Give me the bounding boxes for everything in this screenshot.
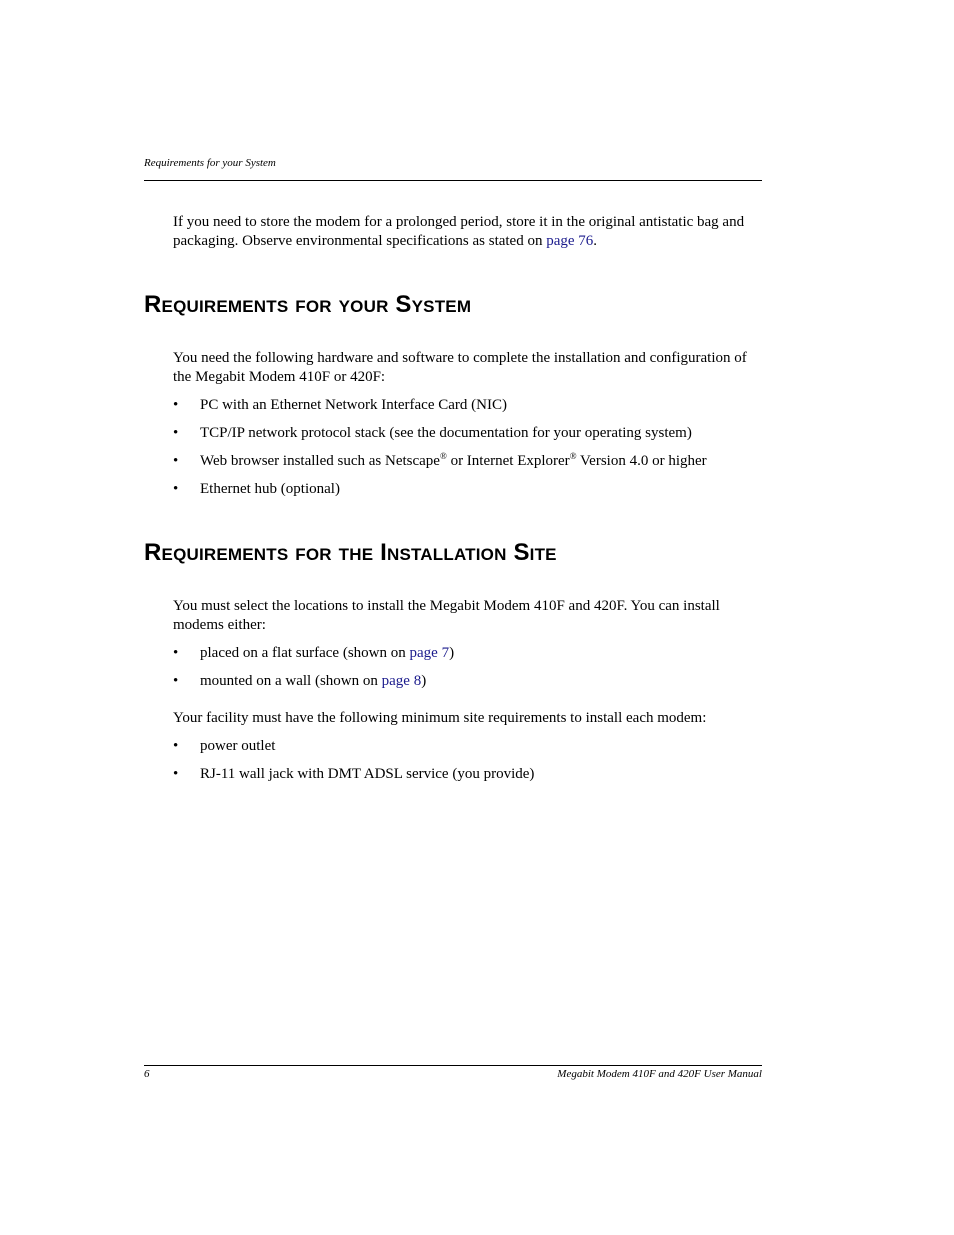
footer-rule — [144, 1065, 762, 1066]
section-heading-site: Requirements for the Installation Site — [144, 539, 557, 566]
bullet-text: Ethernet hub (optional) — [200, 481, 340, 497]
bullet-text: Web browser installed such as Netscape® or Internet Explorer® Version 4.0 or higher — [200, 451, 707, 469]
storage-text: If you need to store the modem for a prolonged period, store it in the original antistatic bag and packaging. Observe environmental specifications as stated on — [173, 214, 745, 249]
header-rule — [144, 180, 762, 181]
system-intro: You need the following hardware and software to complete the installation and configuration of the Megabit Modem 410F or 420F: — [173, 350, 747, 385]
bullet-text: RJ-11 wall jack with DMT ADSL service (you provide) — [200, 766, 535, 782]
page-7-link[interactable]: page 7 — [409, 645, 450, 661]
registered-mark: ® — [439, 451, 447, 461]
section-heading-system: Requirements for your System — [144, 291, 472, 318]
bullet-icon: • — [173, 453, 179, 469]
site-intro: You must select the locations to install the Megabit Modem 410F and 420F. You can install modems either: — [173, 598, 720, 633]
facility-paragraph: Your facility must have the following minimum site requirements to install each modem: — [173, 710, 707, 726]
bullet-icon: • — [173, 645, 179, 661]
running-header: Requirements for your System — [144, 157, 276, 169]
page-76-link[interactable]: page 76 — [546, 233, 594, 249]
bullet-icon: • — [173, 766, 179, 782]
footer-manual-title: Megabit Modem 410F and 420F User Manual — [557, 1068, 762, 1080]
bullet-icon: • — [173, 397, 179, 413]
bullet-icon: • — [173, 673, 179, 689]
storage-paragraph — [173, 213, 763, 251]
registered-mark: ® — [569, 451, 577, 461]
bullet-icon: • — [173, 481, 179, 497]
page-number: 6 — [144, 1068, 150, 1080]
bullet-text: power outlet — [200, 738, 276, 754]
bullet-text: mounted on a wall (shown on page 8) — [200, 673, 427, 689]
storage-text-end: . — [593, 233, 598, 249]
page-8-link[interactable]: page 8 — [381, 673, 422, 689]
bullet-text: TCP/IP network protocol stack (see the documentation for your operating system) — [200, 425, 692, 441]
bullet-icon: • — [173, 425, 179, 441]
bullet-icon: • — [173, 738, 179, 754]
bullet-text: placed on a flat surface (shown on page 7) — [200, 645, 455, 661]
bullet-text: PC with an Ethernet Network Interface Card (NIC) — [200, 397, 507, 413]
